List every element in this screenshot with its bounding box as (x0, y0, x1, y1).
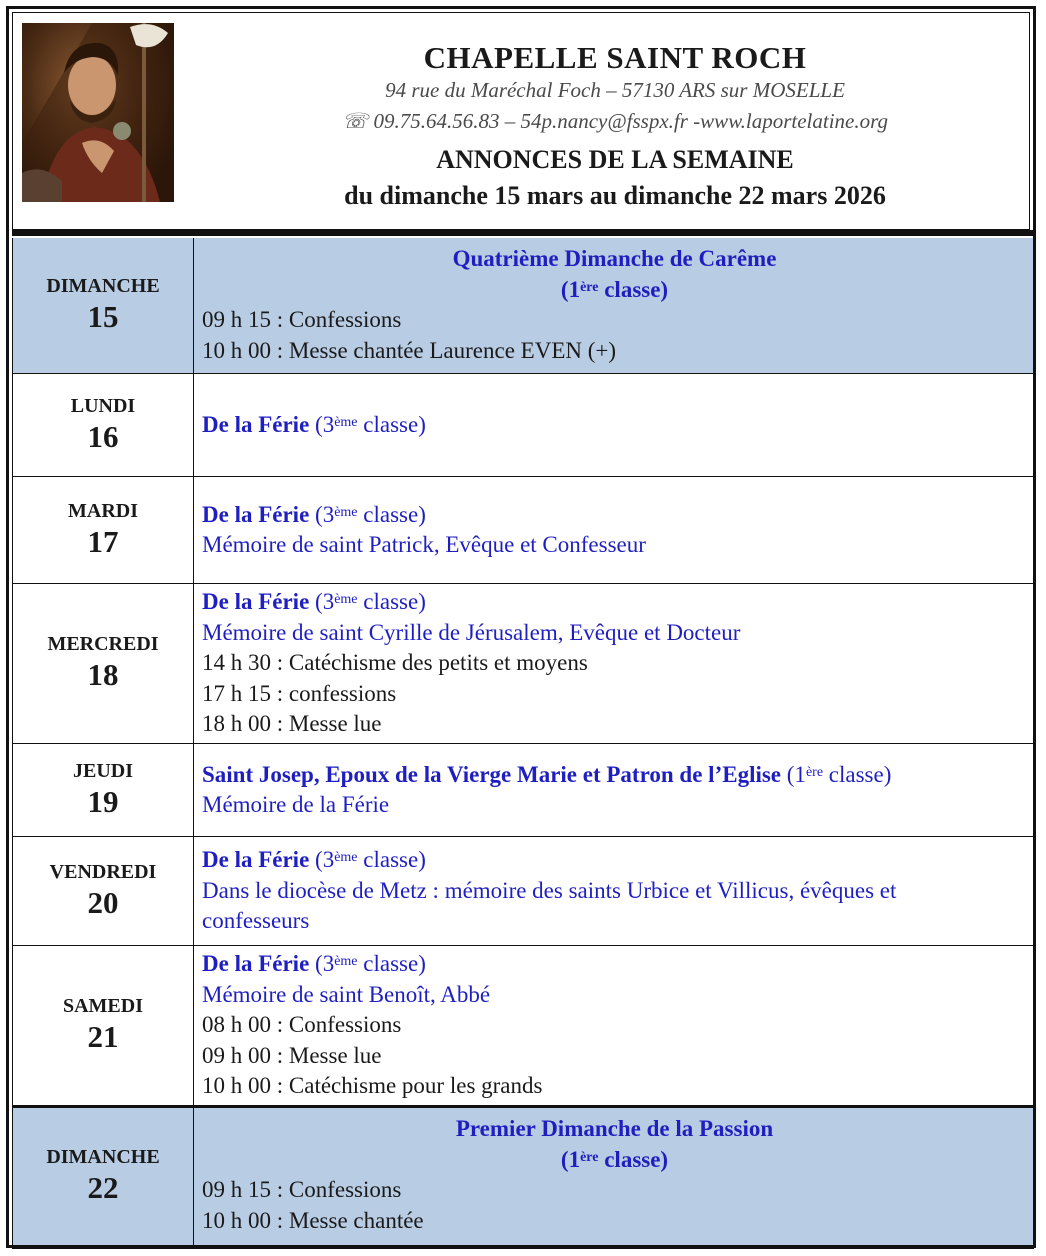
day-content (202, 1108, 1027, 1251)
chapel-title: CHAPELLE SAINT ROCH (423, 40, 807, 75)
day-number: 17 (87, 523, 119, 559)
memory-line: Mémoire de saint Benoît, Abbé (202, 981, 491, 1007)
feast-line: De la Férie (3ème classe) (202, 411, 426, 437)
day-name: DIMANCHE (46, 1146, 160, 1169)
day-name: LUNDI (70, 394, 136, 417)
phone-icon: ☏ (341, 109, 369, 133)
day-cell (13, 837, 194, 945)
day-content (202, 374, 1027, 476)
schedule-table (12, 238, 1034, 1245)
schedule-item: 09 h 15 : Confessions (202, 307, 402, 332)
day-name: JEUDI (72, 759, 133, 782)
day-name: MARDI (68, 499, 138, 522)
day-number: 18 (87, 657, 119, 693)
feast-line: De la Férie (3ème classe) (202, 589, 426, 615)
memory-line-continued: confesseurs (202, 908, 310, 934)
day-cell (13, 238, 194, 373)
day-cell (13, 374, 194, 476)
date-range: du dimanche 15 mars au dimanche 22 mars 2026 (344, 181, 886, 210)
feast-title: Premier Dimanche de la Passion (455, 1116, 774, 1141)
schedule-item: 10 h 00 : Messe chantée Laurence EVEN (+) (202, 337, 617, 363)
day-cell (13, 946, 194, 1105)
saint-roch-portrait (22, 23, 174, 202)
feast-line: De la Férie (3ème classe) (202, 951, 426, 977)
memory-line: Mémoire de la Férie (202, 792, 390, 817)
header-divider (12, 230, 1034, 236)
schedule-item: 17 h 15 : confessions (202, 680, 397, 706)
announcements-heading: ANNONCES DE LA SEMAINE (436, 145, 794, 174)
footer-rule (12, 1245, 1034, 1249)
table-row (13, 238, 1033, 374)
day-content (202, 584, 1027, 743)
day-content (202, 477, 1027, 583)
day-content (202, 837, 1027, 945)
feast-line: De la Férie (3ème classe) (202, 501, 426, 527)
day-content (202, 946, 1027, 1105)
chapel-address: 94 rue du Maréchal Foch – 57130 ARS sur MOSELLE (385, 78, 845, 102)
day-name: DIMANCHE (46, 275, 160, 298)
chapel-contact (190, 109, 1040, 134)
schedule-item: 18 h 00 : Messe lue (202, 711, 382, 737)
feast-title: Quatrième Dimanche de Carême (452, 246, 777, 271)
memory-line: Dans le diocèse de Metz : mémoire des saints Urbice et Villicus, évêques et (202, 877, 897, 903)
table-row (13, 946, 1033, 1106)
schedule-item: 14 h 30 : Catéchisme des petits et moyens (202, 650, 588, 676)
schedule-item: 08 h 00 : Confessions (202, 1012, 402, 1038)
day-number: 15 (87, 299, 119, 335)
feast-line: De la Férie (3ème classe) (202, 847, 426, 873)
table-row (13, 374, 1033, 477)
table-row (13, 584, 1033, 744)
day-content (202, 744, 1027, 836)
day-cell (13, 584, 194, 743)
feast-line: Saint Josep, Epoux de la Vierge Marie et Patron de l’Eglise (1ère classe) (202, 761, 892, 787)
schedule-item: 10 h 00 : Catéchisme pour les grands (202, 1073, 543, 1099)
day-number: 16 (87, 418, 119, 454)
day-cell (13, 744, 194, 836)
feast-class: (1ère classe) (560, 276, 669, 302)
day-content (202, 238, 1027, 379)
day-number: 19 (87, 783, 119, 819)
schedule-item: 10 h 00 : Messe chantée (202, 1207, 424, 1233)
memory-line: Mémoire de saint Cyrille de Jérusalem, Evêque et Docteur (202, 619, 741, 645)
day-name: MERCREDI (47, 633, 159, 656)
day-number: 21 (87, 1019, 119, 1055)
schedule-item: 09 h 00 : Messe lue (202, 1042, 382, 1068)
day-cell (13, 1108, 194, 1245)
day-number: 20 (87, 884, 119, 920)
table-row (13, 837, 1033, 946)
table-row (13, 744, 1033, 837)
table-row (13, 1106, 1033, 1245)
memory-line: Mémoire de saint Patrick, Evêque et Confesseur (202, 532, 646, 557)
day-name: VENDREDI (49, 860, 157, 883)
table-row (13, 477, 1033, 584)
day-number: 22 (87, 1170, 119, 1206)
contact-details: 09.75.64.56.83 – 54p.nancy@fsspx.fr -www.laportelatine.org (373, 109, 889, 133)
day-cell (13, 477, 194, 583)
day-name: SAMEDI (62, 995, 143, 1018)
schedule-item: 09 h 15 : Confessions (202, 1177, 402, 1202)
feast-class: (1ère classe) (560, 1146, 669, 1172)
